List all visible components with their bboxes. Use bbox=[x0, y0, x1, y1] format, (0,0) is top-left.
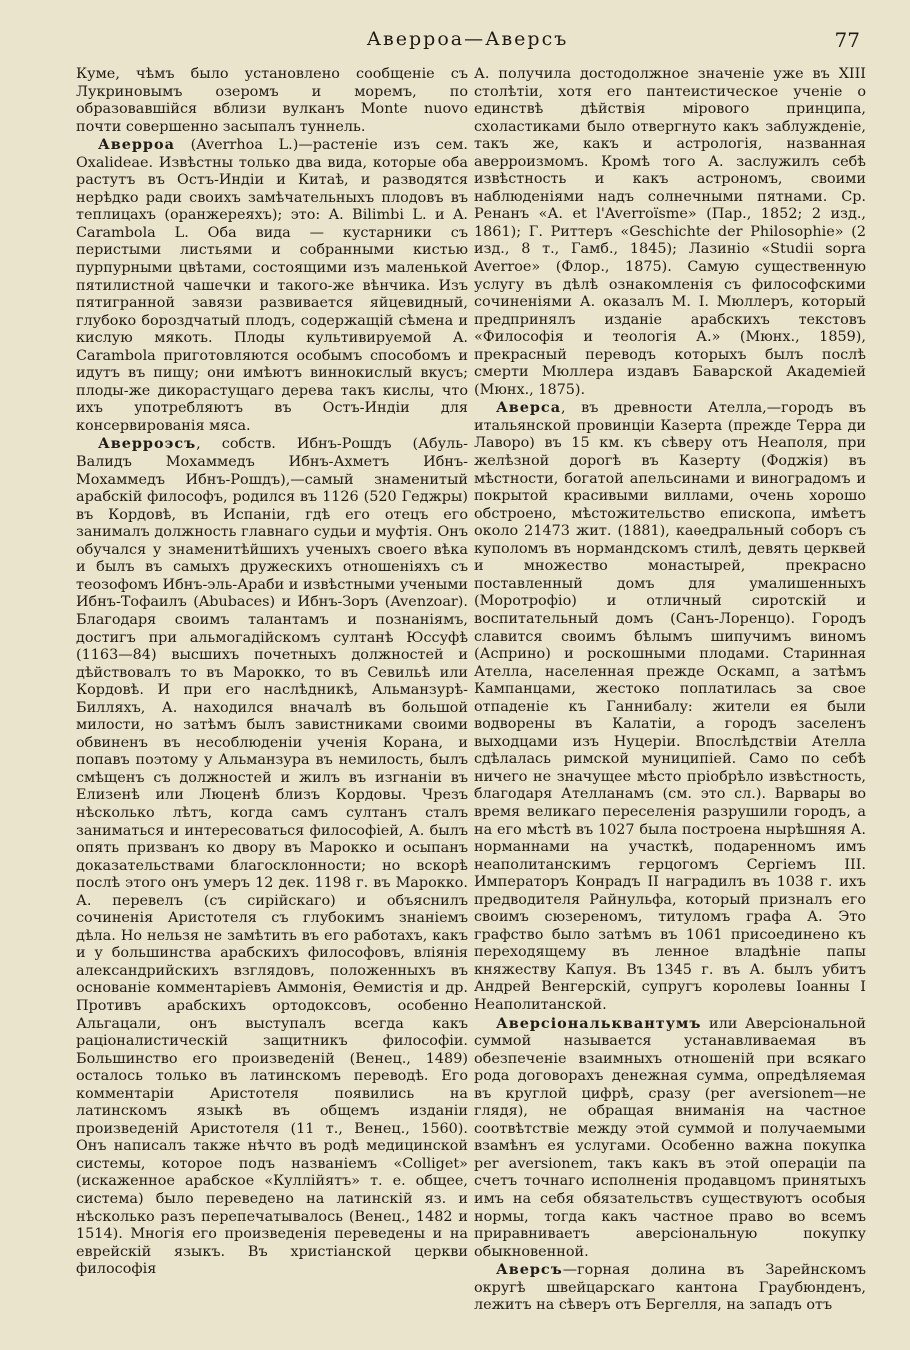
running-header bbox=[75, 28, 860, 58]
entry-headword: Аверроэсъ bbox=[98, 435, 197, 453]
entry-headword: Аверсъ bbox=[496, 1261, 563, 1279]
paragraph-continuation: Куме, чѣмъ было установлено сообщенiе съ Лукриновымъ озеромъ и моремъ, по образовавшійся вблизи вулканъ Monte nuovo почти совершенно засыпалъ туннель. bbox=[76, 66, 468, 135]
entry-headword: Аверса bbox=[496, 399, 562, 417]
entry-avers bbox=[474, 1261, 866, 1315]
entry-headword: Аверсіональквантумъ bbox=[496, 1014, 702, 1032]
entry-aversa bbox=[474, 399, 866, 1014]
entry-headword: Аверроа bbox=[98, 136, 175, 154]
entry-text: , собств. Ибнъ-Рошдъ (Абуль-Валидъ Мохаммедъ Ибнъ-Ахметъ Ибнъ-Мохаммедъ Ибнъ-Рошдъ),—самый знаменитый арабскій философъ, родился въ 1126 (520 Геджры) въ Кордовѣ, въ Испаніи, гдѣ его отецъ его занималъ должность главнаго судьи и муфтія. Онъ обучался у знаменитѣйшихъ ученыхъ своего вѣка и былъ въ самыхъ дружескихъ отношеніяхъ съ теозофомъ Ибнъ-эль-Араби и извѣстными учеными Ибнъ-Тофаилъ (Abubaces) и Ибнъ-Зоръ (Avenzoar). Благодаря своимъ талантамъ и познаніямъ, достигъ при альмогадійскомъ султанѣ Юсcуфѣ (1163—84) высшихъ почетныхъ должностей и дѣйствовалъ то въ Марокко, то въ Севильѣ или Кордовѣ. И при его наслѣдникѣ, Альманзурѣ-Билляхъ, А. находился вначалѣ въ большой милости, но затѣмъ былъ завистниками своими обвиненъ въ несоблюденіи ученія Корана, и попавъ поэтому у Альманзура въ немилость, былъ смѣщенъ съ должностей и жилъ въ изгнаніи въ Елизенѣ или Люценѣ близъ Кордовы. Чрезъ нѣсколько лѣтъ, когда самъ султанъ сталъ заниматься и интересоваться философіей, А. былъ опять призванъ ко двору въ Марокко и осыпанъ доказательствами благосклонности; но вскорѣ послѣ этого онъ умеръ 12 дек. 1198 г. въ Марокко. А. перевелъ (съ сирійскаго) и объяснилъ сочиненія Аристотеля съ глубокимъ знаніемъ дѣла. Но нельзя не замѣтить въ его работахъ, какъ и у большинства арабскихъ философовъ, вліянія александрийскихъ взглядовъ, положенныхъ въ основаніе комментаріевъ Аммонія, Өемистія и др. Противъ арабскихъ ортодоксовъ, особенно Альгацали, онъ выступалъ всегда какъ раціоналистическій защитникъ философіи. Большинство его произведеній (Венец., 1489) осталось только въ латинскомъ переводѣ. Его комментаріи Аристотеля появились на латинскомъ языкѣ въ общемъ изданіи произведеній Аристотеля (11 т., Венец., 1560). Онъ написалъ также нѣчто въ родѣ медицинской системы, которое подъ названіемъ «Colliget» (искаженное арабское «Куллійятъ» т. е. общее, система) было переведено на латинскій яз. и нѣсколько разъ перепечатывалось (Венец., 1482 и 1514). Многія его произведенія переведены и на еврейскій языкъ. Въ христіанской церкви философія bbox=[76, 436, 468, 1278]
entry-text: (Averrhoa L.)—растеніе изъ сем. Oxalideae. Извѣстны только два вида, которые оба растутъ въ Остъ-Индіи и Китаѣ, и разводятся нерѣдко ради своихъ замѣчательныхъ плодовъ въ теплицахъ (оранжереяхъ); это: A. Bilimbi L. и A. Carambola L. Оба вида — кустарники съ перистыми листьями и собранными кистью пурпурными цвѣтами, состоящими изъ маленькой пятилистной чашечки и такого-же вѣнчика. Изъ пятигранной завязи развивается яйцевидный, глубоко бороздчатый плодъ, содержащій сѣмена и кислую мякоть. Плоды культивируемой A. Carambola приготовляются особымъ способомъ и идутъ въ пищу; они имѣютъ виннокислый вкусъ; плоды-же дикорастущаго дерева такъ кислы, что ихъ употребляютъ въ Остъ-Индіи для консервированія мяса. bbox=[76, 137, 468, 434]
left-column bbox=[76, 66, 468, 1279]
entry-averrhoa bbox=[76, 136, 468, 435]
paragraph-continuation: А. получила достодолжное значеніе уже въ XIII столѣтіи, хотя его пантеистическое ученіе о единствѣ дѣйствія мірового принципа, схоластиками было отвергнуто какъ заблужденіе, такъ же, какъ и астрологія, названная аверроизмомъ. Кромѣ того А. заслужилъ себѣ извѣстность и какъ астрономъ, своими наблюденіями надъ солнечными пятнами. Ср. Ренанъ «А. et l'Averroïsme» (Пар., 1852; 2 изд., 1861); Г. Риттеръ «Geschichte der Philosophie» (2 изд., 8 т., Гамб., 1845); Лазинiо «Studii sopra Averroe» (Флор., 1875). Самую существенную услугу въ дѣлѣ ознакомленія съ философскими сочиненіями А. оказалъ М. І. Мюллеръ, который предпринялъ изданіе арабскихъ текстовъ «Философія и теологія А.» (Мюнх., 1859), прекрасный переводъ которыхъ былъ послѣ смерти Мюллера издавъ Баварской Академіей (Мюнх., 1875). bbox=[474, 66, 866, 398]
page-number: 77 bbox=[834, 28, 860, 52]
right-column bbox=[474, 66, 866, 1315]
entry-text: , въ древности Ателла,—городъ въ итальянской провинціи Казерта (прежде Терра ди Лаворо) въ 15 км. къ сѣверу отъ Неаполя, при желѣзной дорогѣ въ Казерту (Фоджія) въ мѣстности, богатой апельсинами и виноградомъ и покрытой красивыми виллами, очень хорошо обстроено, мѣстожительство епископа, имѣетъ около 21473 жит. (1881), каѳедральный соборъ съ куполомъ въ нормандскомъ стилѣ, девять церквей и множество монастырей, прекрасно поставленный домъ для умалишенныхъ (Моротрофіо) и отличный сиротскій и воспитательный домъ (Санъ-Лоренцо). Городъ славится своимъ бѣлымъ шипучимъ виномъ (Асприно) и роскошными плодами. Старинная Ателла, населенная прежде Оскамп, а затѣмъ Кампанцами, жестоко поплатилась за свое отпаденіе къ Ганнибалу: жители ея были водворены въ Калатіи, а городъ заселенъ выходцами изъ Нуцеріи. Впослѣдствіи Ателла сдѣлалась римской муниципіей. Само по себѣ ничего не значущее мѣсто пріобрѣло извѣстность, благодаря Ателланамъ (см. это сл.). Варвары во время великаго переселенія разрушили городъ, а на его мѣстѣ въ 1027 была построена нырѣшняя А. норманнами на участкѣ, подаренномъ имъ неаполитанскимъ герцогомъ Сергіемъ III. Императоръ Конрадъ II наградилъ въ 1038 г. ихъ предводителя Райнульфа, который призналъ его своимъ сюзереномъ, титуломъ графа А. Это графство было затѣмъ въ 1061 присоединено къ переходящему въ ленное владѣніе папы княжеству Капуя. Въ 1345 г. въ А. былъ убитъ Андрей Венгерскій, супругъ королевы Іоанны I Неаполитанской. bbox=[474, 400, 866, 1013]
entry-aversionalquantum bbox=[474, 1015, 866, 1262]
header-title: Аверроа—Аверсъ bbox=[366, 28, 569, 50]
entry-averroes bbox=[76, 435, 468, 1278]
entry-text: —горная долина въ Зарейнскомъ округѣ швейцарскаго кантона Граубюнденъ, лежитъ на сѣверъ отъ Бергелля, на западъ отъ bbox=[474, 1262, 866, 1314]
entry-text: или Аверсіональной суммой называется устанавливаемая въ обезпеченіе взаимныхъ отношеній при всякаго рода договорахъ денежная сумма, опредѣляемая въ круглой цифрѣ, сразу (per aversionem—не глядя), не обращая вниманія на частное соотвѣтствіе между этой суммой и получаемыми взамѣнъ ея услугами. Особенно важна покупка per aversionem, такъ какъ въ этой операціи па счетъ точнаго исполненія продавцомъ принятыхъ имъ на себя обязательствъ существуютъ особыя нормы, тогда какъ частное право во всемъ приравниваетъ аверсіональную покупку обыкновенной. bbox=[474, 1015, 866, 1260]
